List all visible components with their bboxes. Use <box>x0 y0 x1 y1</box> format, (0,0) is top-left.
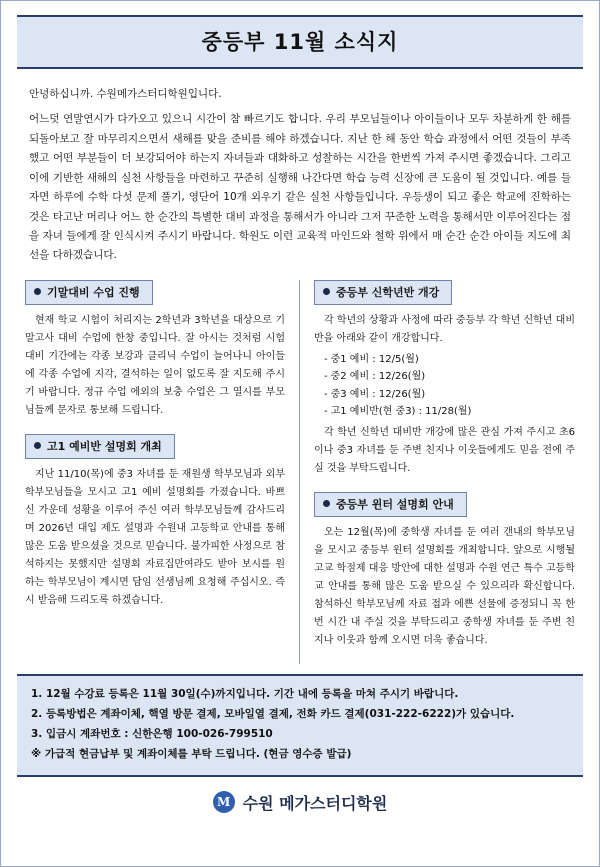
section-body <box>314 524 575 650</box>
list-item-label: 중1 예비 : 12/5(월) <box>330 353 419 365</box>
section-final-exam-prep <box>25 280 285 420</box>
header-banner <box>17 15 583 69</box>
dash-icon: - <box>324 371 328 383</box>
notice-line: 2. 등록방법은 계좌이체, 핵열 방문 결제, 모바일열 결제, 전화 카드 결제(031-222-6222)가 있습니다. <box>31 707 515 720</box>
schedule-list <box>314 351 575 421</box>
left-column <box>25 280 300 664</box>
list-item <box>324 386 575 404</box>
dash-icon: - <box>324 406 328 418</box>
greeting-text: 안녕하십니까. 수원메가스터디학원입니다. <box>29 88 222 100</box>
section-paragraph: 오는 12월(목)에 중학생 자녀를 둔 여러 갠내의 학부모님을 모시고 중등부 윈터 설명회를 개최합니다. 앞으로 시행될 고교 학점제 대응 방안에 대한 설명과 수원 연근 특수 고등학교 안내를 통해 많은 도움 받으실 수 있으리라 확신합니다. 참석하신 학부모님께 자료 접과 에쁜 선물에 증정되니 꼭 한번 시간 내 주실 것을 부탁드리고 중학생 자녀를 둔 주변 친지나 이웃과 함께 오시면 더욱 좋습니다. <box>314 526 575 646</box>
bullet-dot-icon <box>323 288 330 295</box>
list-item <box>324 351 575 369</box>
megastudy-logo-icon: M <box>213 791 235 813</box>
section-new-grade-class-opening <box>314 280 575 478</box>
section-title: 고1 예비반 설명회 개최 <box>47 439 162 453</box>
footer <box>1 791 599 814</box>
notice-box <box>17 674 583 777</box>
section-title: 기말대비 수업 진행 <box>47 285 140 299</box>
body-columns <box>25 280 575 664</box>
intro-block <box>29 85 571 266</box>
dash-icon: - <box>324 388 328 400</box>
bullet-dot-icon <box>34 442 41 449</box>
section-high1-prep-briefing <box>25 434 285 610</box>
section-header <box>314 492 467 517</box>
list-item <box>324 368 575 386</box>
section-paragraph-after-list: 각 학년 신학년 대비반 개강에 많은 관심 가져 주시고 초6이나 중3 자녀를 둔 주변 친지나 이웃들에게도 믿음 전에 주실 것을 부탁드립니다. <box>314 426 575 474</box>
dash-icon: - <box>324 353 328 365</box>
intro-paragraph: 어느덧 연말연시가 다가오고 있으니 시간이 참 빠르기도 합니다. 우리 부모님들이나 아이들이나 모두 차분하게 한 해를 되돌아보고 잘 마무리지으면서 새해를 맞을 준비를 해야 하겠습니다. 지난 한 해 동안 학습 과정에서 어떤 것들이 부족했고 어떤 부분들이 더 보강되어야 하는지 자녀들과 대화하고 성찰하는 시간을 한번씩 가져 주시면 좋겠습니다. 그리고 이에 기반한 새해의 실천 사항들을 마련하고 꾸준히 실행해 나간다면 학습 능력 신장에 큰 도움이 될 것입니다. 예를 들자면 하루에 수학 다섯 문제 풀기, 영단어 10개 외우기 같은 실천 사항들입니다. 우등생이 되고 좋은 학교에 진학하는 것은 타고난 머리나 어느 한 순간의 특별한 대비 과정을 통해서가 아니라 그저 꾸준한 노력을 통해서만 이루어진다는 점을 자녀 들에게 잘 인식시켜 주시기 바랍니다. 학원도 이런 교육적 마인드와 철학 위에서 매 순간 순간 아이들 지도에 최선을 다하겠습니다. <box>29 113 571 262</box>
academy-name: 수원 메가스터디학원 <box>242 793 388 813</box>
section-body <box>25 312 285 420</box>
section-header <box>25 280 153 305</box>
page-title: 중등부 11월 소식지 <box>201 30 399 54</box>
list-item-label: 고1 예비반(현 중3) : 11/28(월) <box>330 406 472 418</box>
notice-line: 3. 입금시 계좌번호 : 신한은행 100-026-799510 <box>31 727 273 740</box>
bullet-dot-icon <box>34 288 41 295</box>
section-paragraph: 현재 학교 시험이 처리지는 2학년과 3학년을 대상으로 기말고사 대비 수업에 한창 중입니다. 잘 아시는 것처럼 시험 대비 기간에는 각종 보강과 클리닉 수업이 늘어나니 아이들에 각종 수업에 지각, 결석하는 일이 없도록 잘 지도해 주시기 바랍니다. 정규 수업 에외의 보충 수업은 그 열시를 부모님들께 문자로 통보해 드립니다. <box>25 314 285 416</box>
notice-line: 1. 12월 수강료 등록은 11월 30일(수)까지입니다. 기간 내에 등록을 마쳐 주시기 바랍니다. <box>31 687 459 700</box>
list-item <box>324 403 575 421</box>
section-winter-briefing <box>314 492 575 650</box>
section-header <box>25 434 175 459</box>
section-paragraph: 각 학년의 상황과 사정에 따라 중등부 각 학년 신학년 대비반을 아래와 같이 개강합니다. <box>314 314 575 344</box>
section-title: 중등부 윈터 설명회 안내 <box>336 497 454 511</box>
section-title: 중등부 신학년반 개강 <box>336 285 440 299</box>
list-item-label: 중2 예비 : 12/26(월) <box>330 371 426 383</box>
list-item-label: 중3 예비 : 12/26(월) <box>330 388 426 400</box>
bullet-dot-icon <box>323 500 330 507</box>
section-header <box>314 280 452 305</box>
section-body <box>314 312 575 478</box>
section-paragraph: 지난 11/10(목)에 중3 자녀를 둔 재원생 학부모님과 외부 학부모님들을 모시고 고1 예비 설명회를 가졌습니다. 바쁘신 가운데 성황을 이루어 주신 여러 학부모님들께 감사드리며 2026년 대입 제도 설명과 수원내 고등학교 안내를 통해 많은 도움 받으셨을 것으로 믿습니다. 불가피한 사정으로 참석하지는 못했지만 설명회 자료집만여라도 받아 보시를 원하는 학부모님이 계시면 담임 선생님께 요청해 주십시오. 즉시 받음해 드리도록 하겠습니다. <box>25 468 285 606</box>
section-body <box>25 466 285 610</box>
right-column <box>300 280 575 664</box>
notice-line: ※ 가급적 현금납부 및 계좌이체를 부탁 드립니다. (현금 영수증 발급) <box>31 747 352 760</box>
